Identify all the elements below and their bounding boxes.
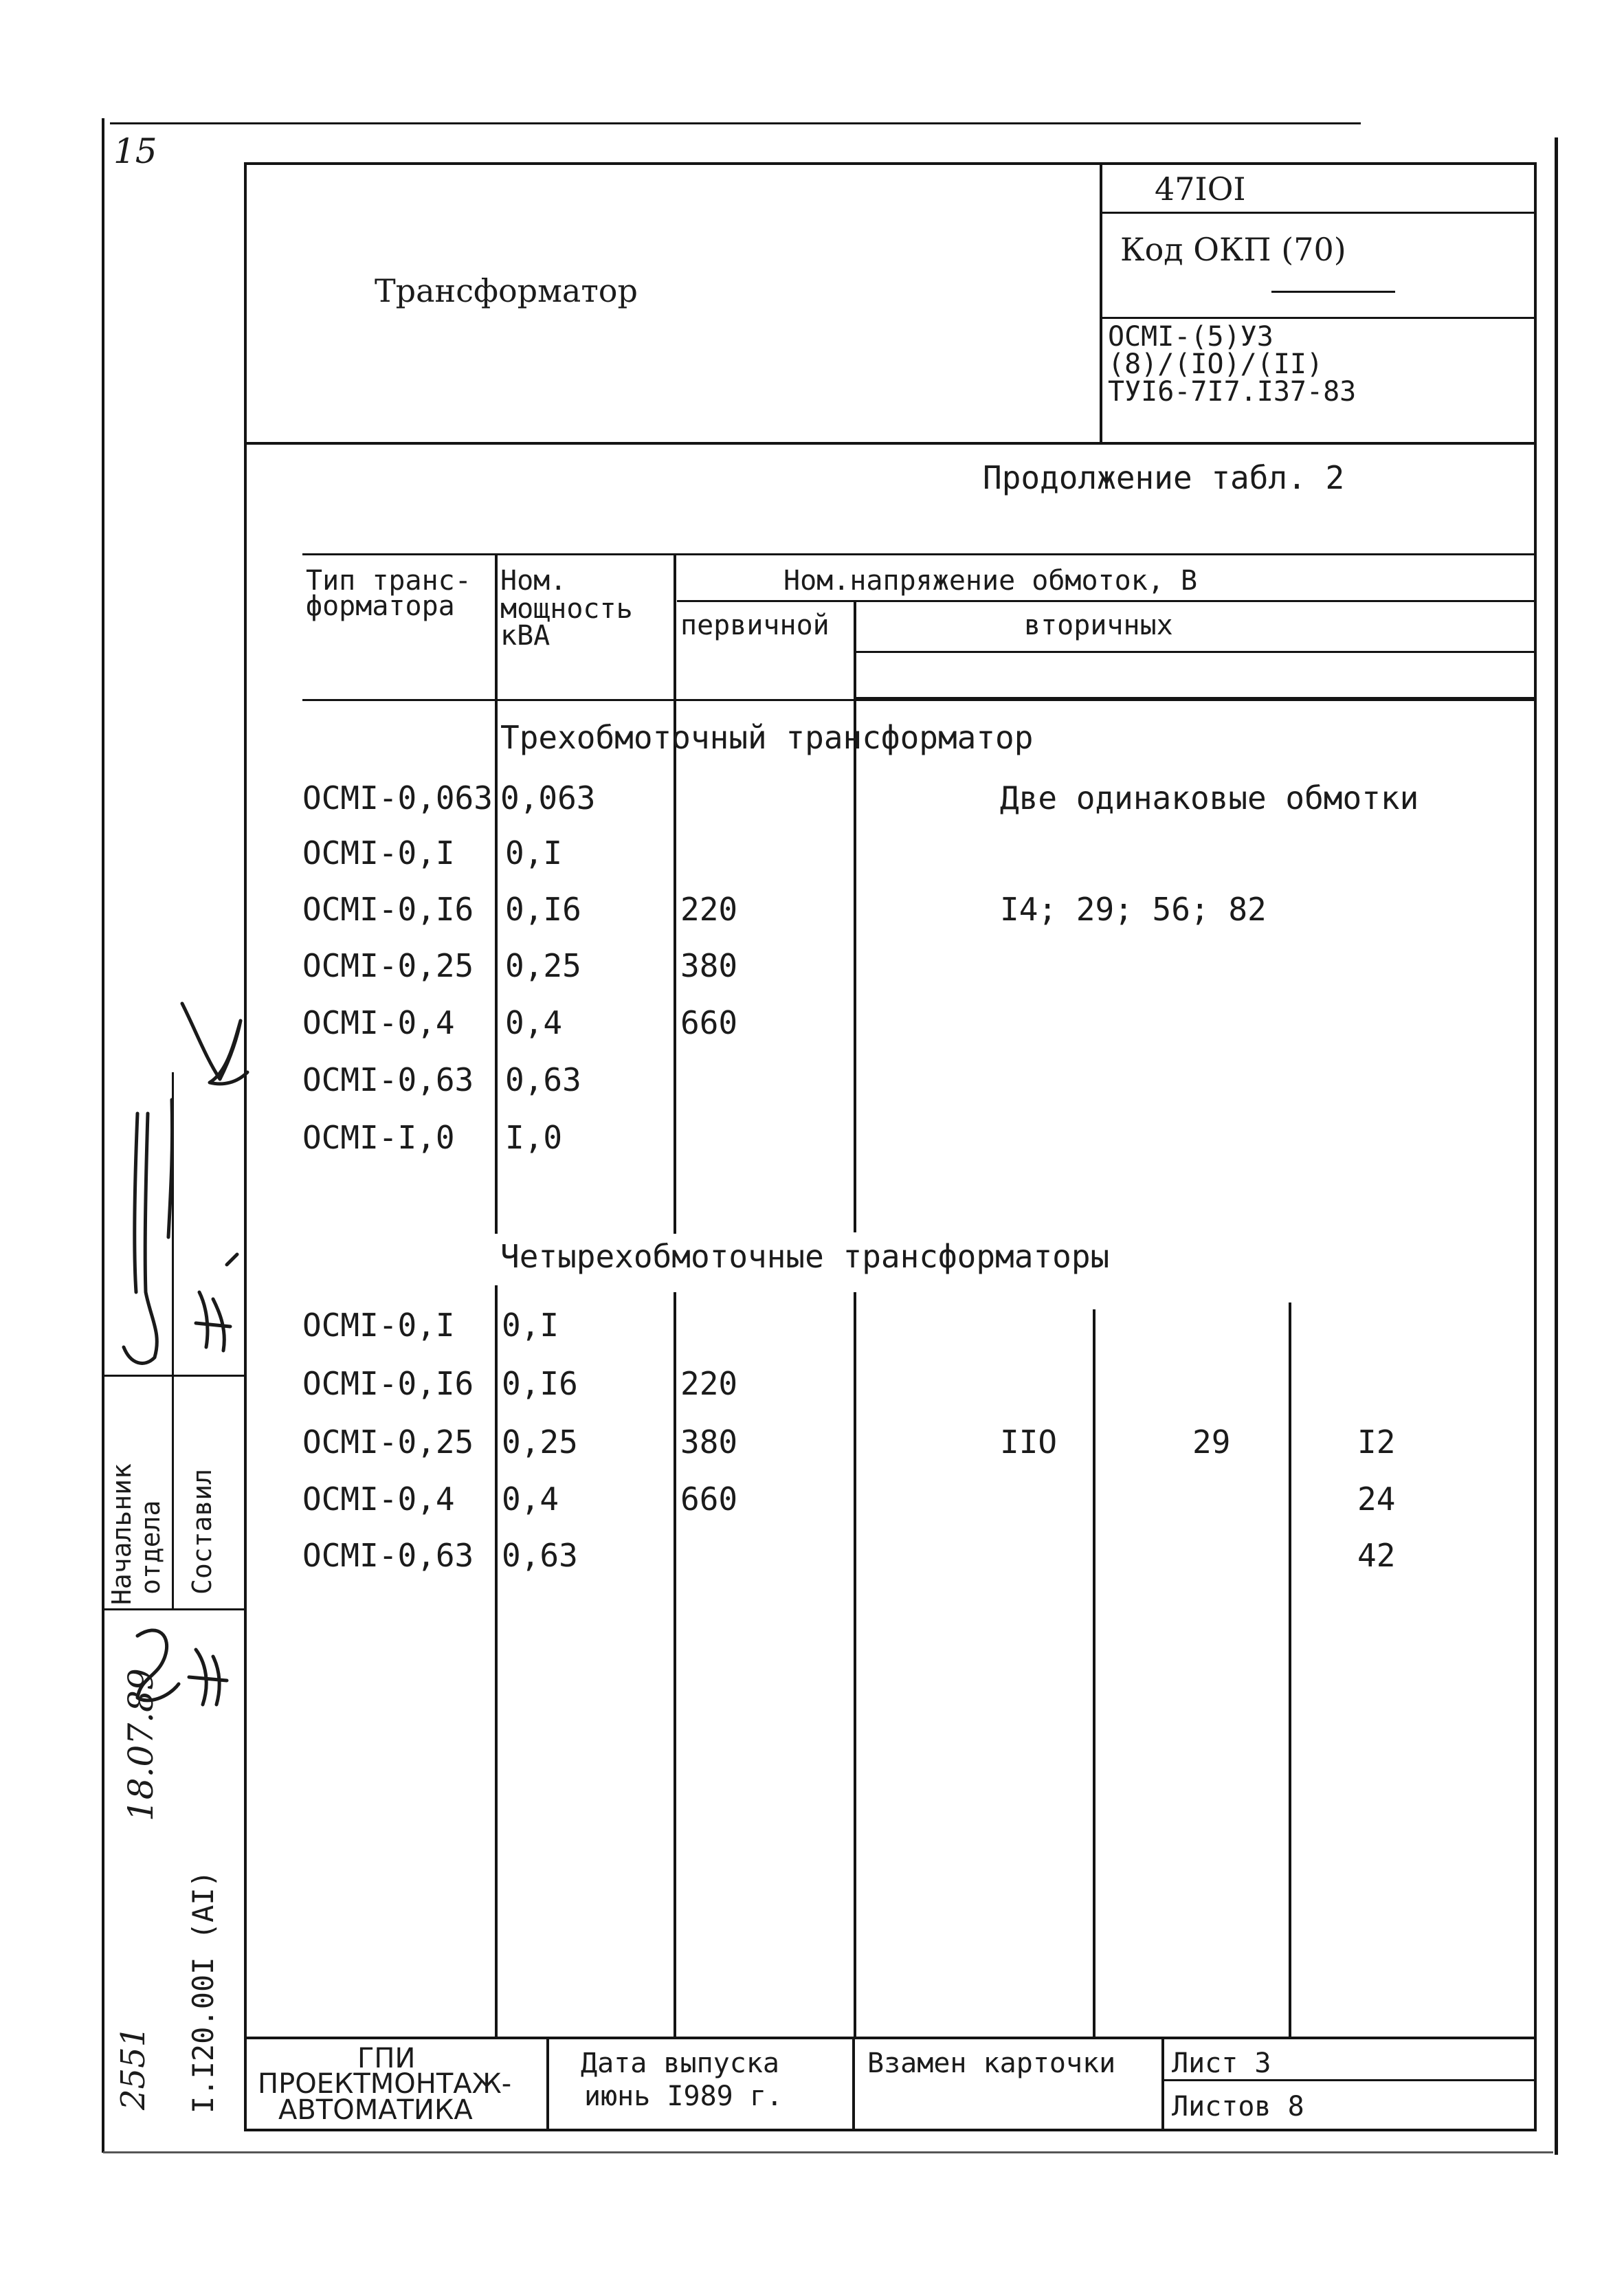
cell-power: 0,063 [500,779,596,817]
footer-org-3: АВТОМАТИКА [278,2094,473,2126]
section1-title: Трехобмоточный трансформатор [500,719,1034,756]
section1-secondary-values: I4; 29; 56; 82 [1000,891,1267,928]
cell-power: 0,I6 [505,891,581,928]
footer-org-1: ГПИ [357,2043,416,2074]
cell-primary: 380 [680,947,738,984]
cell-power: 0,I [502,1307,559,1344]
footer-sheet: Лист 3 [1172,2048,1271,2079]
stamp-date: 18.07.89 [121,1668,161,1821]
document-title: Трансформатор [375,272,638,309]
footer-sheets: Листов 8 [1172,2091,1304,2122]
header-primary: первичной [680,610,830,641]
cell-primary: 220 [680,891,738,928]
cell-type: ОСМI-0,25 [302,1423,474,1461]
cell-primary: 660 [680,1481,738,1518]
table-caption: Продолжение табл. 2 [983,459,1345,496]
stamp-doc-code: I.I20.00I (АI) [186,1870,220,2114]
footer-release-date: июнь I989 г. [584,2081,783,2112]
header-secondary: вторичных [1024,610,1173,641]
cell-type: ОСМI-0,63 [302,1537,474,1574]
cell-secondary-3: 24 [1357,1481,1396,1518]
footer-release-label: Дата выпуска [581,2048,779,2079]
header-type-1: Тип транс- [306,565,471,597]
cell-power: 0,25 [502,1423,578,1461]
product-code: 47IOI [1155,170,1246,208]
section2-secondary-2: 29 [1192,1423,1231,1461]
cell-secondary-3: 42 [1357,1537,1396,1574]
stamp-author-label: Составил [187,1468,217,1595]
cell-type: ОСМI-0,4 [302,1004,455,1041]
cell-power: 0,I6 [502,1365,578,1402]
header-voltage: Ном.напряжение обмоток, В [783,565,1198,597]
footer-replace: Взамен карточки [867,2048,1116,2079]
cell-type: ОСМI-0,I [302,1307,455,1344]
header-power-1: Ном. [500,565,567,597]
cell-power: I,0 [505,1119,563,1156]
cell-primary: 220 [680,1365,738,1402]
cell-type: ОСМI-0,I6 [302,891,474,928]
okp-code-label: Код ОКП (70) [1120,231,1346,268]
model-line-2: (8)/(IO)/(II) [1108,348,1324,380]
cell-type: ОСМI-0,25 [302,947,474,984]
section2-secondary-1: IIO [1000,1423,1058,1461]
cell-power: 0,I [505,834,563,872]
cell-type: ОСМI-0,063 [302,779,493,817]
cell-power: 0,63 [505,1061,581,1098]
stamp-head-label-2: отдела [135,1500,166,1595]
page-corner-number: 15 [113,131,157,171]
cell-power: 0,4 [505,1004,563,1041]
cell-secondary-3: I2 [1357,1423,1396,1461]
header-power-3: кВА [500,620,550,652]
stamp-archive-number: 2551 [114,2026,153,2110]
cell-power: 0,25 [505,947,581,984]
stamp-head-label-1: Начальник [107,1463,137,1605]
header-type-2: форматора [306,590,455,622]
cell-type: ОСМI-0,4 [302,1481,455,1518]
cell-power: 0,4 [502,1481,559,1518]
model-line-3: ТУI6-7I7.I37-83 [1108,376,1357,408]
cell-primary: 380 [680,1423,738,1461]
header-power-2: мощность [500,593,633,625]
cell-power: 0,63 [502,1537,578,1574]
cell-type: ОСМI-0,I6 [302,1365,474,1402]
model-line-1: ОСМI-(5)УЗ [1108,321,1273,353]
footer-org-2: ПРОЕКТМОНТАЖ- [258,2068,512,2100]
section1-note: Две одинаковые обмотки [1000,779,1419,817]
section2-title: Четырехобмоточные трансформаторы [500,1238,1110,1275]
cell-type: ОСМI-I,0 [302,1119,455,1156]
cell-type: ОСМI-0,63 [302,1061,474,1098]
cell-type: ОСМI-0,I [302,834,455,872]
cell-primary: 660 [680,1004,738,1041]
